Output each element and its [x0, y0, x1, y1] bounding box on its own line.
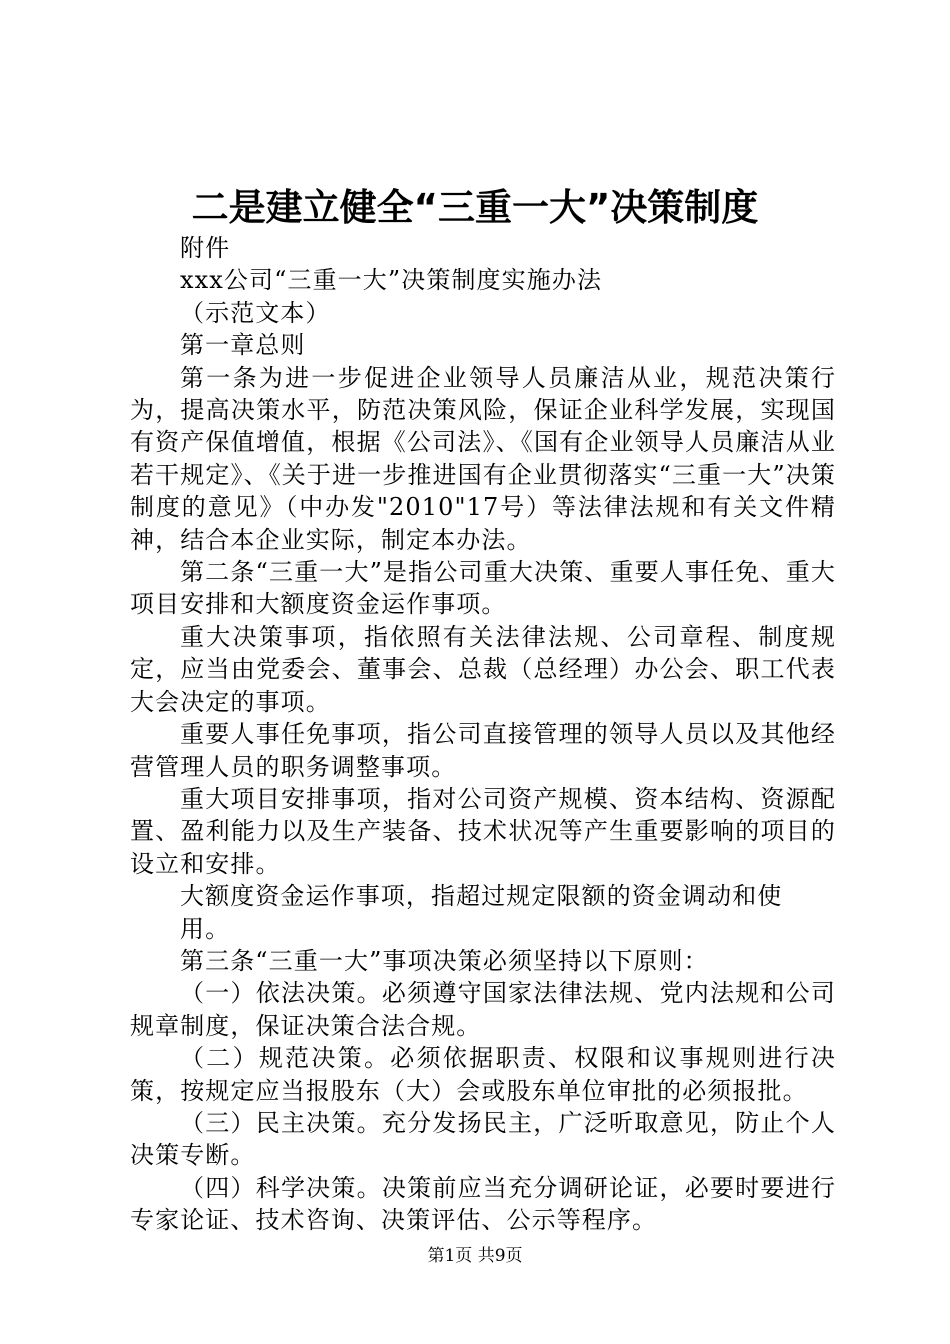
chapter-heading: 第一章总则: [180, 331, 306, 360]
article-paragraph: 重大决策事项，指依照有关法律法规、公司章程、制度规定，应当由党委会、董事会、总裁（总经理）办公会、职工代表大会决定的事项。: [130, 622, 836, 716]
principle-item: （二）规范决策。必须依据职责、权限和议事规则进行决策，按规定应当报股东（大）会或股东单位审批的必须报批。: [130, 1044, 836, 1105]
article-paragraph: 第一条为进一步促进企业领导人员廉洁从业，规范决策行为，提高决策水平，防范决策风险，保证企业科学发展，实现国有资产保值增值，根据《公司法》、《国有企业领导人员廉洁从业若干规定》、《关于进一步推进国有企业贯彻落实“三重一大”决策制度的意见》（中办发"2010"17号）等法律法规和有关文件精神，结合本企业实际，制定本办法。: [130, 363, 836, 554]
sample-text-label: （示范文本）: [180, 298, 331, 327]
page-number: 第1页 共9页: [427, 1246, 523, 1266]
article-paragraph: 第三条“三重一大”事项决策必须坚持以下原则：: [180, 946, 709, 975]
document-body: [130, 232, 836, 1237]
article-paragraph: 重要人事任免事项，指公司直接管理的领导人员以及其他经营管理人员的职务调整事项。: [130, 720, 836, 781]
article-paragraph: 重大项目安排事项，指对公司资产规模、资本结构、资源配置、盈利能力以及生产装备、技术状况等产生重要影响的项目的设立和安排。: [130, 784, 836, 878]
article-paragraph: 第二条“三重一大”是指公司重大决策、重要人事任免、重大项目安排和大额度资金运作事项。: [130, 558, 836, 619]
article-paragraph: 大额度资金运作事项，指超过规定限额的资金调动和使用。: [180, 882, 783, 943]
principle-item: （三）民主决策。充分发扬民主，广泛听取意见，防止个人决策专断。: [130, 1108, 836, 1170]
attachment-label: 附件: [180, 234, 231, 262]
principle-item: （一）依法决策。必须遵守国家法律法规、党内法规和公司规章制度，保证决策合法合规。: [130, 979, 836, 1040]
principle-item: （四）科学决策。决策前应当充分调研论证，必要时要进行专家论证、技术咨询、决策评估、公示等程序。: [130, 1173, 836, 1235]
document-subtitle: xxx公司“三重一大”决策制度实施办法: [180, 266, 603, 295]
page-title: 二是建立健全“三重一大”决策制度: [191, 186, 759, 229]
